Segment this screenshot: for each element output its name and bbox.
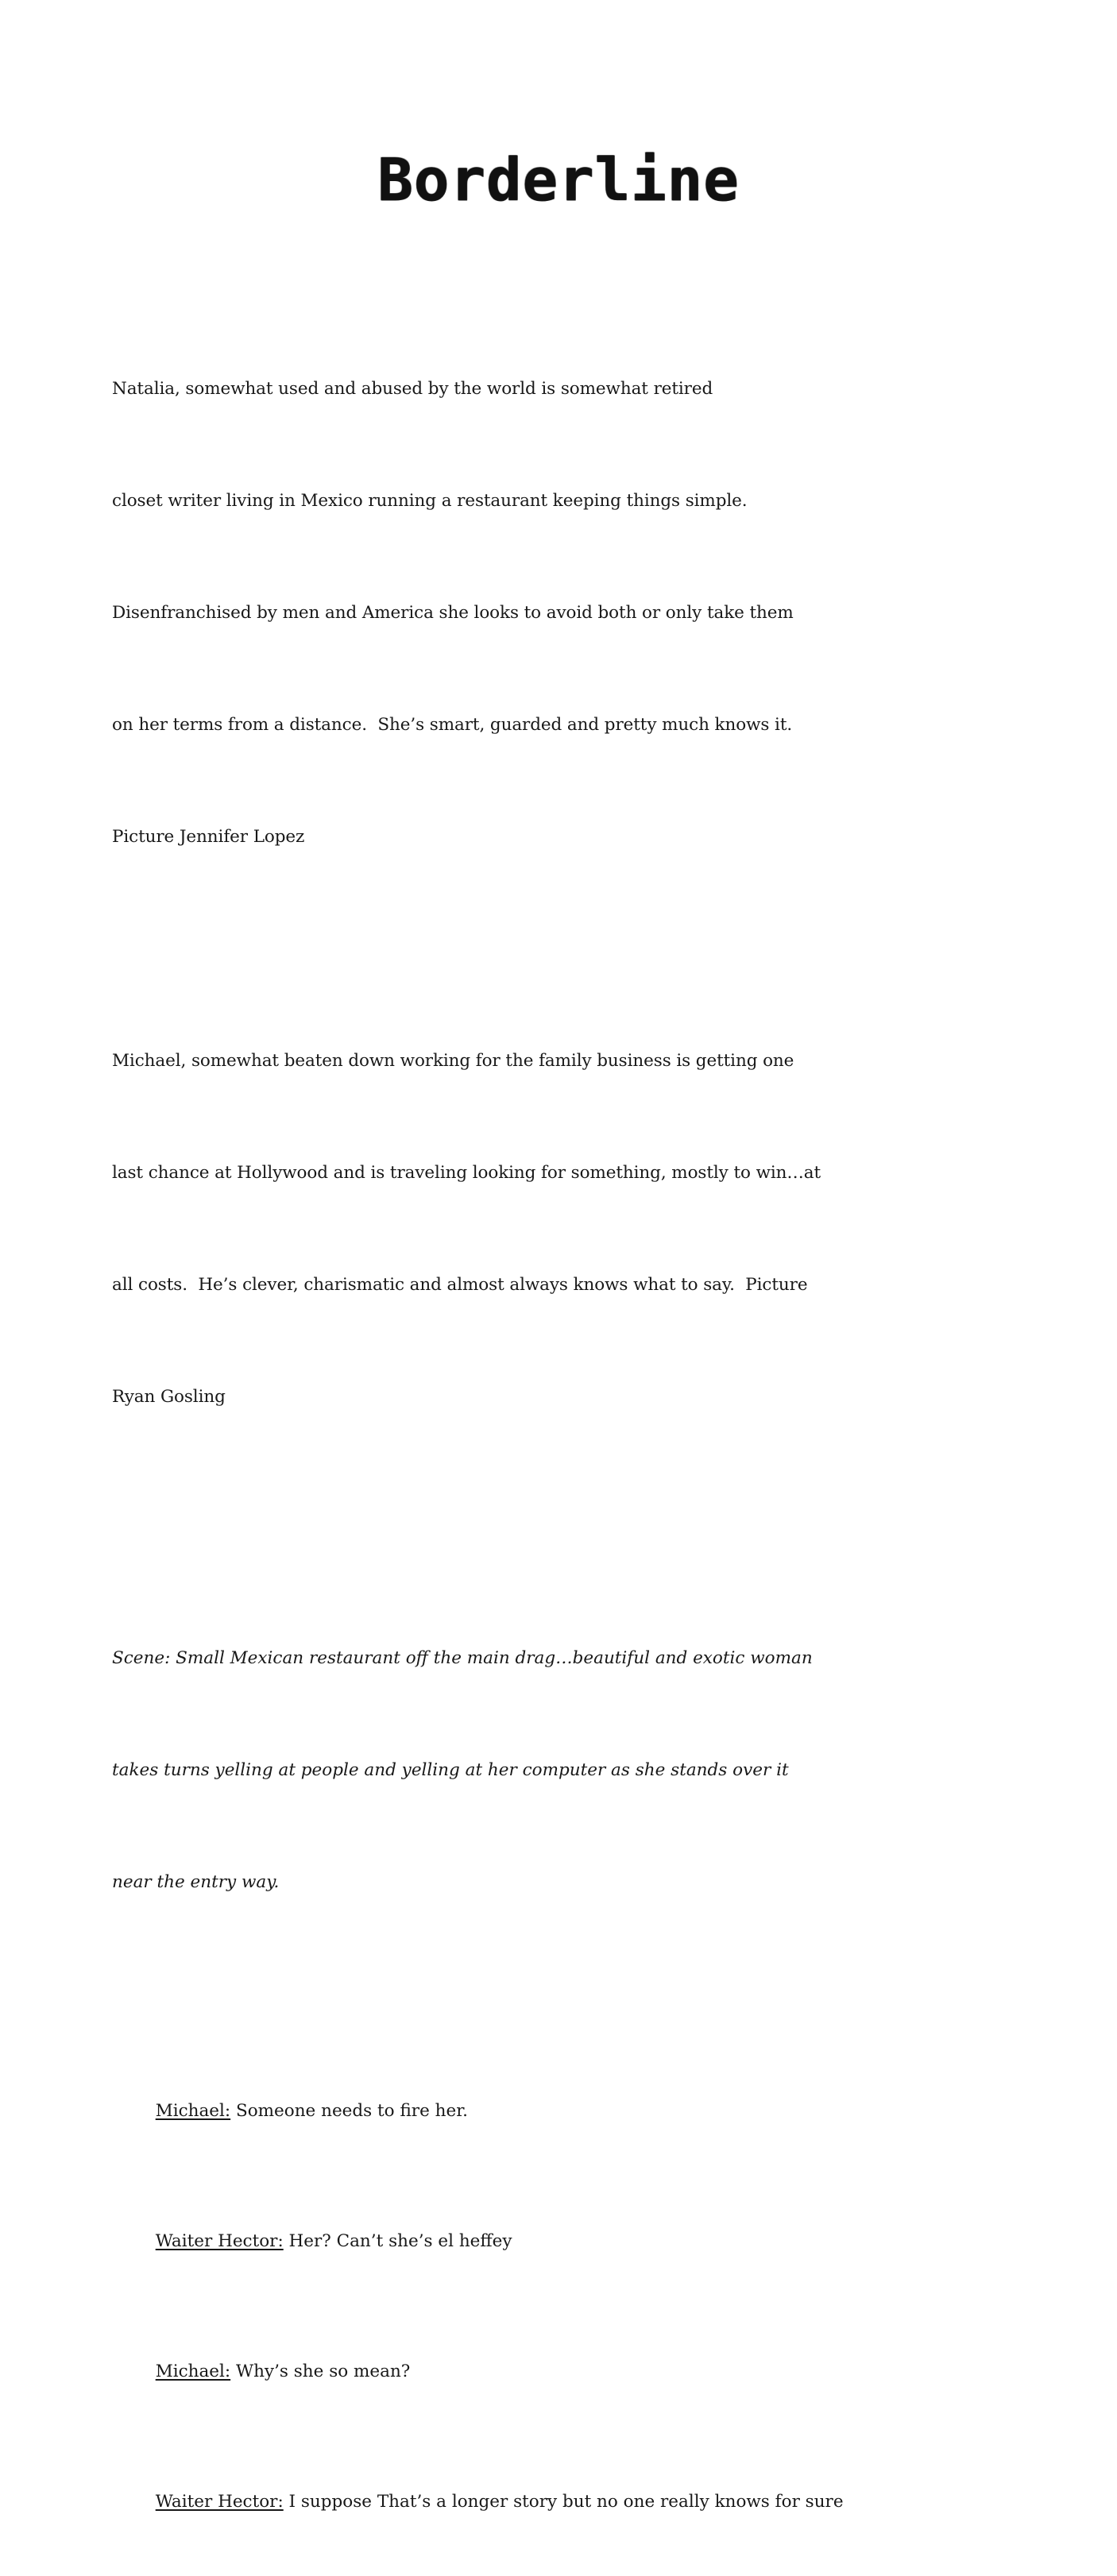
- paragraph-line: last chance at Hollywood and is traveling looking for something, mostly to win…at: [112, 1163, 821, 1183]
- scene-line: Scene: Small Mexican restaurant off the main drag…beautiful and exotic woman: [112, 1648, 813, 1668]
- section-spacer: [112, 1490, 847, 1565]
- paragraph-line: closet writer living in Mexico running a restaurant keeping things simple.: [112, 491, 748, 511]
- paragraph-spacer: [112, 930, 847, 967]
- paragraph-line: Michael, somewhat beaten down working for the family business is getting one: [112, 1051, 794, 1071]
- dialogue-text: Her? Can’t she’s el heffey: [283, 2231, 512, 2251]
- title-container: [0, 111, 1117, 249]
- paragraph-michael-description: [112, 967, 847, 1490]
- speaker-label: Michael:: [155, 2362, 231, 2381]
- dialogue-line: [112, 2055, 847, 2167]
- paragraph-line: Picture Jennifer Lopez: [112, 827, 305, 847]
- paragraph-line: all costs. He’s clever, charismatic and almost always knows what to say. Picture: [112, 1275, 808, 1295]
- paragraph-line: Natalia, somewhat used and abused by the world is somewhat retired: [112, 379, 713, 399]
- dialogue-line: [112, 2446, 847, 2558]
- paragraph-line: on her terms from a distance. She’s smart, guarded and pretty much knows it.: [112, 715, 793, 735]
- dialogue-text: I suppose That’s a longer story but no one really knows for sure: [283, 2492, 844, 2512]
- paragraph-natalia-description: [112, 295, 847, 930]
- scene-line: takes turns yelling at people and yelling at her computer as she stands over it: [112, 1760, 789, 1780]
- dialogue-text: Someone needs to fire her.: [230, 2101, 468, 2121]
- speaker-label: Michael:: [155, 2101, 231, 2121]
- paragraph-line: Ryan Gosling: [112, 1387, 226, 1407]
- paragraph-scene-description: [112, 1565, 847, 1975]
- paragraph-line: Disenfranchised by men and America she looks to avoid both or only take them: [112, 603, 794, 623]
- dialogue-line: [112, 2185, 847, 2297]
- page-title: Borderline: [377, 145, 740, 214]
- speaker-label: Waiter Hector:: [155, 2231, 284, 2251]
- dialogue-line: [112, 2315, 847, 2427]
- dialogue-text: Why’s she so mean?: [230, 2362, 411, 2381]
- dialogue-spacer: [112, 1975, 847, 2055]
- dialogue-block: [112, 2055, 847, 2558]
- scene-line: near the entry way.: [112, 1872, 280, 1892]
- speaker-label: Waiter Hector:: [155, 2492, 284, 2512]
- document-body: [112, 295, 847, 2576]
